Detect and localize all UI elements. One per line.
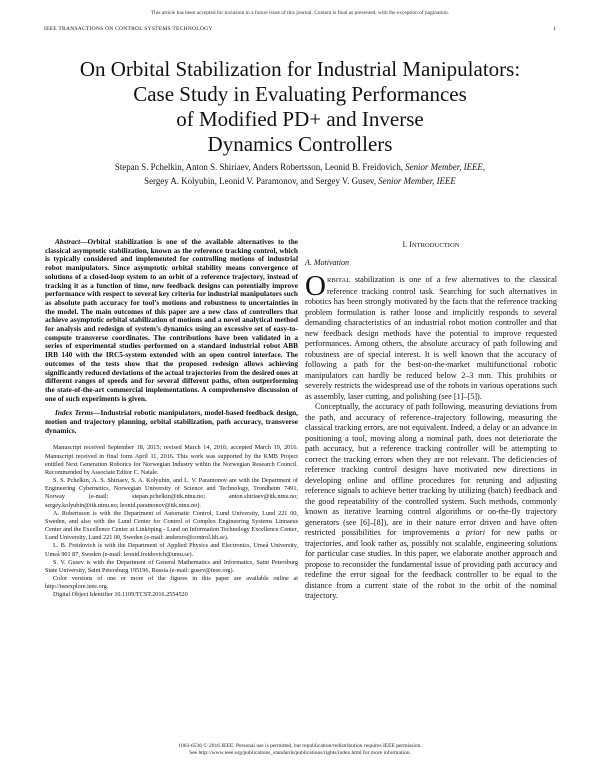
paragraph-2-text-a: Conceptually, the accuracy of path following, measuring deviations from the path, and accuracy of reference–trajectory following, measuring the classical tracking errors, are not equivalent. Indeed, a delay or an advance in positioning a tool, moving along a nominal path, does not deteriorate the path accuracy, but a reference tracking controller will be attempting to correct the tracking errors when they are not relevant. The deficiencies of reference tracking control designs have motivated new directions in developing online and offline procedures for retuning and adjusting reference signals to achieve better tracking by utilizing (batch) feedback and the good repeatability of the controlled system. Such methods, commonly known as iterative learning control algorithms or on-the-fly trajectory generators (see [6]–[8]), are in their nature error driven and have often restricted possibilities for improvements xyxy=(305,402,557,538)
footnote-doi: Digital Object Identifier 10.1109/TCST.2016.2554520 xyxy=(53,591,188,599)
intro-paragraph-1 xyxy=(305,270,557,402)
authors-line-1-names: Stepan S. Pchelkin, Anton S. Shiriaev, Anders Robertsson, Leonid B. Freidovich, xyxy=(114,162,403,172)
authors-line-2-names: Sergey A. Kolyubin, Leonid V. Paramonov, and Sergey V. Gusev, xyxy=(144,176,376,186)
footnotes xyxy=(45,444,298,599)
footnote-affiliation: L. B. Freidovich is with the Department of Applied Physics and Electronics, Umeå University, Umeå 901 87, Sweden (e-mail: leonid.freidovich@umu.se). xyxy=(45,542,298,558)
index-terms xyxy=(45,409,298,435)
page-number: 1 xyxy=(553,26,556,32)
footnote-affiliation: A. Robertsson is with the Department of Automatic Control, Lund University, Lund 221 00, Sweden, and also with the Lund Center for Control of Complex Engineering Systems Linnaeus Center and the Excellence Center at Linköping - Lund on Information Technology Excellence Center, Lund University, Lund 221 00, Sweden (e-mail: andersro@control.lth.se). xyxy=(45,509,298,542)
paragraph-1-text: stabilization is one of a few alternatives to the classical reference tracking control task. Searching for such alternatives in robotics has been strongly motivated by the facts that the reference tracking problem formulation is rather loose and implicitly responds to several demanding characteristics of an industrial robot motion controller and that new feedback design methods have the potential to improve requested performances. Among others, the absolute accuracy of path following and robustness are of special interest. It is well known that the accuracy of following a path for the best-on-the-market multifunctional robotic manipulators can hardly be reduced below 2–3 mm. This prohibits or severely restricts the widespread use of the robots in various operations such as assembly, laser cutting, and polishing (see [1]–[5]). xyxy=(305,275,557,401)
title-line-2: Case Study in Evaluating Performances xyxy=(133,82,467,106)
paper-title xyxy=(30,57,570,157)
title-line-4: Dynamics Controllers xyxy=(207,132,393,156)
abstract xyxy=(45,238,298,403)
section-heading xyxy=(305,240,557,251)
footnote-color-versions: Color versions of one or more of the figures in this paper are available online at http://ieeexplore.ieee.org. xyxy=(45,574,298,591)
copyright-line-2: See http://www.ieee.org/publications_standards/publications/rights/index.html for more information. xyxy=(189,750,411,756)
section-initial: I xyxy=(409,240,412,249)
left-column xyxy=(45,238,298,599)
abstract-label: Abstract xyxy=(55,237,81,246)
authors-line-2-role: Senior Member, IEEE xyxy=(378,176,456,186)
title-line-1: On Orbital Stabilization for Industrial Manipulators: xyxy=(79,57,521,81)
paragraph-2-emphasis: a priori xyxy=(455,528,486,538)
author-list xyxy=(30,160,570,188)
paragraph-2-text-b: for new paths or trajectories, and look rather as, possibly not scalable, engineering solutions for particular case studies. In this paper, we elaborate another approach and propose to reconsider the fundamental issue of providing path accuracy and redefine the error signal for the feedback controller to be equal to the distance from a current state of the robot to the orbit of the nominal trajectory. xyxy=(305,528,557,601)
intro-paragraph-2 xyxy=(305,402,557,602)
authors-line-1 xyxy=(30,160,570,174)
section-number: I. xyxy=(402,240,410,249)
title-line-3: of Modified PD+ and Inverse xyxy=(176,107,424,131)
section-title-rest: NTRODUCTION xyxy=(411,242,460,249)
subsection-heading: A. Motivation xyxy=(305,257,349,267)
index-terms-text: —Industrial robotic manipulators, model-based feedback design, motion and trajectory planning, orbital stabilization, path accuracy, transverse dynamics. xyxy=(45,408,299,435)
copyright-notice xyxy=(0,743,600,757)
index-terms-label: Index Terms xyxy=(55,408,94,418)
footnote-affiliation: S. S. Pchelkin, A. S. Shiriaev, S. A. Kolyubin, and L. V. Paramonov are with the Department of Engineering Cybernetics, Norwegian University of Science and Technology, Trondheim 7491, Norway (e-mail: stepan.pchelkin@itk.ntnu.no; anton.shiriaev@itk.ntnu.no; sergey.kolyubin@itk.ntnu.no; leonid.paramonov@itk.ntnu.no). xyxy=(45,477,298,509)
footnote-affiliation: S. V. Gusev is with the Department of General Mathematics and Informatics, Saint Petersburg State University, Saint Petersburg 195196, Russia (e-mail: gusev@ieee.org). xyxy=(45,558,298,574)
acceptance-banner: This article has been accepted for inclusion in a future issue of this journal. Content is final as presented, with the exception of pagination. xyxy=(150,10,450,16)
authors-line-2 xyxy=(30,174,570,188)
running-header: IEEE TRANSACTIONS ON CONTROL SYSTEMS TECHNOLOGY xyxy=(44,26,213,32)
abstract-text: —Orbital stabilization is one of the available alternatives to the classical asymptotic stabilization, known as the reference tracking control, which is typically considered and implemented for controlling motions of industrial robot manipulators. Since asymptotic orbital stability means convergence of solutions of a closed-loop system to an orbit of a reference trajectory, instead of tracking it as a function of time, new feedback designs can potentially improve performance with respect to several key criteria for industrial manipulators such as absolute path accuracy for tool’s motions and robustness to uncertainties in the model. The main outcomes of this paper are a new class of controllers that achieve asymptotic orbital stabilization of motions and a novel analytical method for analysis and redesign of system’s dynamics using an excessive set of easy-to-compute transverse coordinates. The contributions have been validated in a series of experimental studies performed on a standard industrial robot ABB IRB 140 with the IRC5-system extended with an open control interface. The outcomes of the tests show that the proposed redesign allows achieving significantly reduced deviations of the actual trajectories from the desired ones at different ranges of speeds and for several different paths, often outperforming the state-of-the-art commercial implementations. A comprehensive discussion of one of such experiments is given. xyxy=(45,237,298,403)
copyright-line-1: 1063-6536 © 2016 IEEE. Personal use is permitted, but republication/redistribution requires IEEE permission. xyxy=(178,743,422,749)
authors-line-1-role: Senior Member, IEEE, xyxy=(405,162,486,172)
right-column xyxy=(305,238,557,602)
drop-cap: O xyxy=(305,270,326,303)
dropcap-word-rest: RBITAL xyxy=(326,277,351,285)
footnote-received: Manuscript received September 18, 2015; revised March 14, 2016; accepted March 19, 2016. Manuscript received in final form April 11, 2016. This work was supported by the KMB Project entitled Next Generation Robotics for Norwegian Industry within the Norwegian Research Council. Recommended by Associate Editor C. Natale. xyxy=(45,444,298,476)
